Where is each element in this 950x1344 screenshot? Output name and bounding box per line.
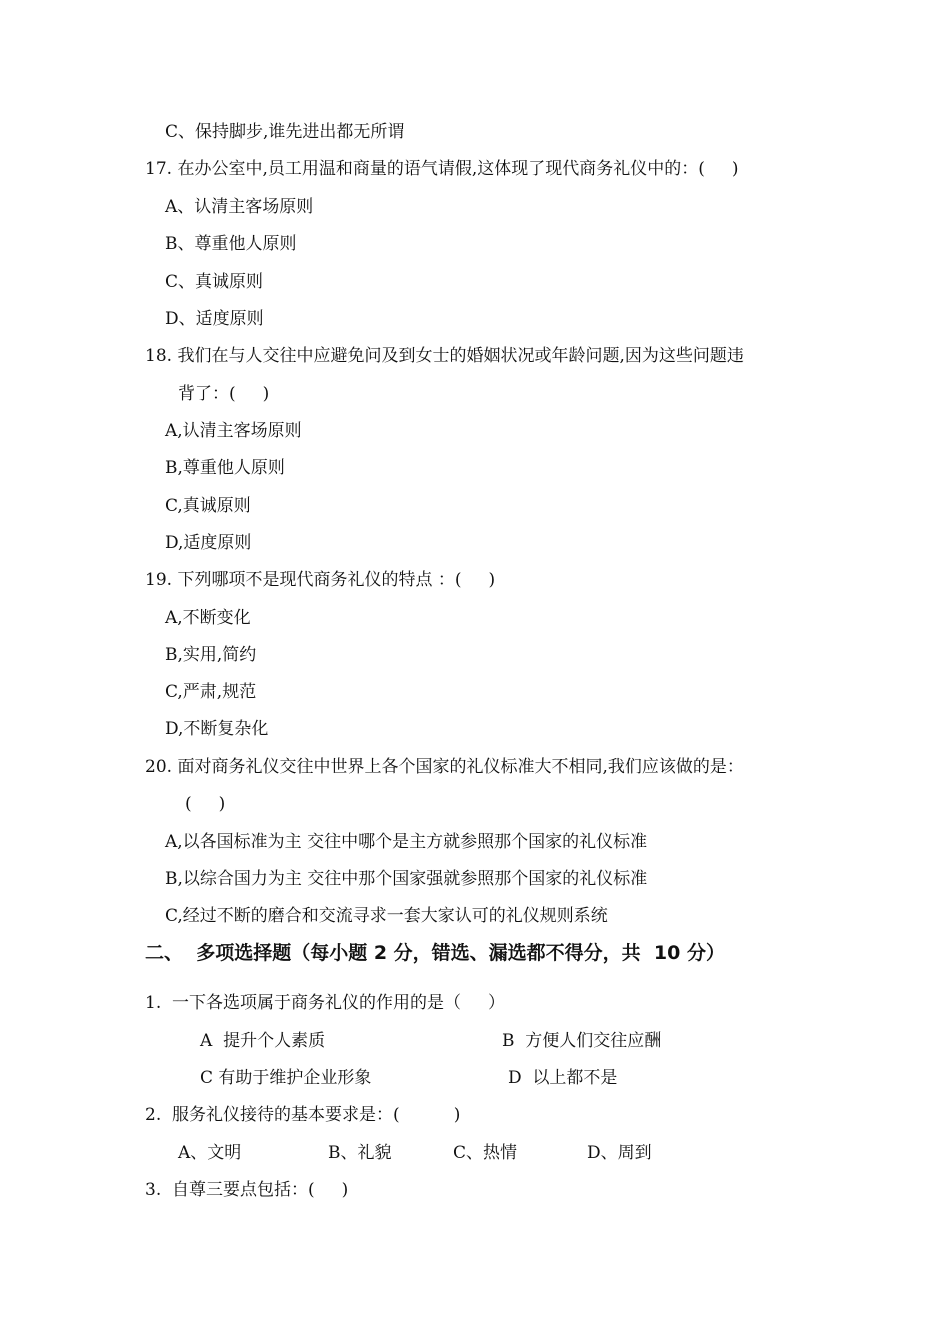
m2-option-d: D、周到 bbox=[587, 1143, 652, 1163]
q17-option-a: A、认清主客场原则 bbox=[165, 197, 314, 217]
m2-option-a: A、文明 bbox=[178, 1143, 242, 1163]
q18-stem-line2: 背了：( ) bbox=[178, 384, 270, 404]
q20-option-a: A,以各国标准为主 交往中哪个是主方就参照那个国家的礼仪标准 bbox=[165, 832, 648, 852]
q17-option-b: B、尊重他人原则 bbox=[165, 234, 297, 254]
q17-option-c: C、真诚原则 bbox=[165, 272, 264, 292]
m3-stem: 3. 自尊三要点包括：( ) bbox=[145, 1180, 349, 1200]
m1-option-c: C 有助于维护企业形象 bbox=[200, 1068, 372, 1088]
q18-option-c: C,真诚原则 bbox=[165, 496, 251, 516]
m1-option-b: B 方便人们交往应酬 bbox=[502, 1031, 662, 1051]
m2-option-c: C、热情 bbox=[453, 1143, 518, 1163]
q18-option-b: B,尊重他人原则 bbox=[165, 458, 285, 478]
m2-option-b: B、礼貌 bbox=[328, 1143, 392, 1163]
q17-stem: 17. 在办公室中,员工用温和商量的语气请假,这体现了现代商务礼仪中的：( ) bbox=[145, 159, 739, 179]
q18-option-d: D,适度原则 bbox=[165, 533, 252, 553]
q19-option-d: D,不断复杂化 bbox=[165, 719, 269, 739]
q17-option-d: D、适度原则 bbox=[165, 309, 264, 329]
q19-stem: 19. 下列哪项不是现代商务礼仪的特点 ：( ) bbox=[145, 570, 496, 590]
m1-option-d: D 以上都不是 bbox=[508, 1068, 618, 1088]
q20-stem-line2: ( ) bbox=[185, 794, 226, 814]
m2-stem: 2. 服务礼仪接待的基本要求是：( ) bbox=[145, 1105, 461, 1125]
section-heading: 二、 多项选择题（每小题 2 分，错选、漏选都不得分，共 10 分） bbox=[145, 942, 725, 964]
q18-stem-line1: 18. 我们在与人交往中应避免问及到女士的婚姻状况或年龄问题,因为这些问题违 bbox=[145, 346, 744, 366]
q19-option-b: B,实用,简约 bbox=[165, 645, 257, 665]
q16-option-c: C、保持脚步,谁先进出都无所谓 bbox=[165, 122, 405, 142]
m1-stem: 1. 一下各选项属于商务礼仪的作用的是（ ） bbox=[145, 993, 506, 1013]
m1-option-a: A 提升个人素质 bbox=[200, 1031, 326, 1051]
q19-option-a: A,不断变化 bbox=[165, 608, 251, 628]
q18-option-a: A,认清主客场原则 bbox=[165, 421, 302, 441]
q20-option-b: B,以综合国力为主 交往中那个国家强就参照那个国家的礼仪标准 bbox=[165, 869, 648, 889]
q20-stem-line1: 20. 面对商务礼仪交往中世界上各个国家的礼仪标准大不相同,我们应该做的是： bbox=[145, 757, 744, 777]
q19-option-c: C,严肃,规范 bbox=[165, 682, 257, 702]
q20-option-c: C,经过不断的磨合和交流寻求一套大家认可的礼仪规则系统 bbox=[165, 906, 608, 926]
